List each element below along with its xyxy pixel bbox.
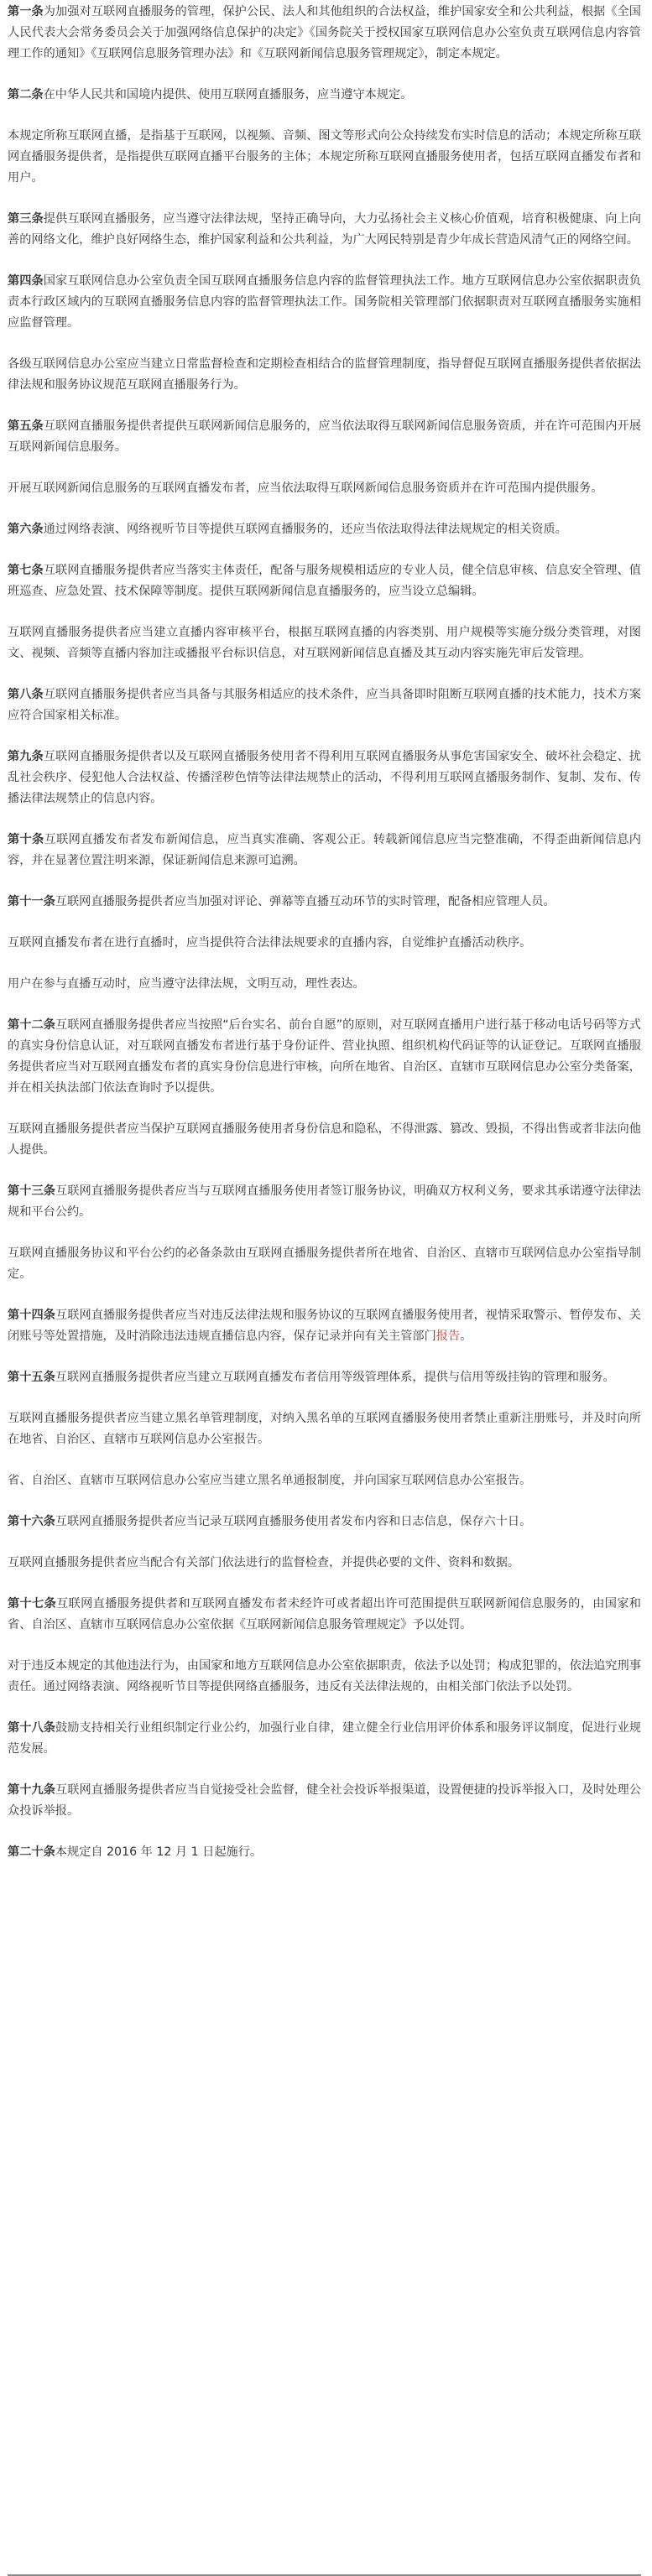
- article-number: 第六条: [8, 523, 44, 536]
- article-paragraph: [8, 1181, 641, 1223]
- article-paragraph: [8, 2, 641, 65]
- paragraph-text: 互联网直播服务提供者应当建立互联网直播发布者信用等级管理体系，提供与信用等级挂钩的管理和服务。: [55, 1371, 615, 1384]
- paragraph-text: 互联网直播服务提供者应当具备与其服务相适应的技术条件，应当具备即时阻断互联网直播的技术能力，技术方案应符合国家相关标准。: [8, 688, 641, 722]
- article-paragraph: [8, 892, 641, 913]
- body-paragraph: [8, 1408, 641, 1450]
- article-number: 第十三条: [8, 1184, 55, 1198]
- paragraph-text: 互联网直播服务提供者应当保护互联网直播服务使用者身份信息和隐私，不得泄露、篡改、毁损，不得出售或者非法向他人提供。: [8, 1122, 641, 1157]
- paragraph-text: 通过网络表演、网络视听节目等提供互联网直播服务的，还应当依法取得法律法规规定的相关资质。: [43, 523, 567, 536]
- article-number: 第十五条: [8, 1371, 55, 1384]
- paragraph-text: 互联网直播服务提供者以及互联网直播服务使用者不得利用互联网直播服务从事危害国家安全、破坏社会稳定、扰乱社会秩序、侵犯他人合法权益、传播淫秽色情等法律法规禁止的活动，不得利用互联网直播服务制作、复制、发布、传播法律法规禁止的信息内容。: [8, 750, 641, 805]
- article-paragraph: [8, 1512, 641, 1533]
- article-number: 第二条: [8, 88, 44, 101]
- paragraph-text: 国家互联网信息办公室负责全国互联网直播服务信息内容的监督管理执法工作。地方互联网信息办公室依据职责负责本行政区域内的互联网直播服务信息内容的监督管理执法工作。国务院相关管理部门依据职责对互联网直播服务实施相应监督管理。: [8, 274, 641, 330]
- article-number: 第三条: [8, 212, 44, 226]
- paragraph-text: 互联网直播服务提供者应当建立黑名单管理制度，对纳入黑名单的互联网直播服务使用者禁止重新注册账号，并及时向所在地省、自治区、直辖市互联网信息办公室报告。: [8, 1412, 641, 1446]
- paragraph-text: 各级互联网信息办公室应当建立日常监督检查和定期检查相结合的监督管理制度，指导督促互联网直播服务提供者依据法律法规和服务协议规范互联网直播服务行为。: [8, 357, 641, 392]
- article-paragraph: [8, 416, 641, 458]
- paragraph-text: 互联网直播服务提供者应当对违反法律法规和服务协议的互联网直播服务使用者，视情采取警示、暂停发布、关闭账号等处置措施，及时消除违法违规直播信息内容，保存记录并向有关主管部门: [8, 1309, 641, 1343]
- paragraph-text: 互联网直播服务提供者应当按照“后台实名、前台自愿”的原则，对互联网直播用户进行基于移动电话号码等方式的真实身份信息认证，对互联网直播发布者进行基于身份证件、营业执照、组织机构代码证等的认证登记。互联网直播服务提供者应当对互联网直播发布者的真实身份信息进行审核，向所在地省、自治区、直辖市互联网信息办公室分类备案，并在相关执法部门依法查询时予以提供。: [8, 1018, 641, 1095]
- article-number: 第十条: [8, 833, 44, 846]
- article-number: 第十六条: [8, 1515, 55, 1528]
- paragraph-text: 互联网直播服务提供者应当记录互联网直播服务使用者发布内容和日志信息，保存六十日。: [55, 1515, 532, 1528]
- paragraph-tail: 。: [460, 1330, 472, 1343]
- report-link[interactable]: 报告: [436, 1330, 461, 1343]
- article-number: 第十九条: [8, 1783, 55, 1797]
- article-number: 第十七条: [8, 1597, 57, 1611]
- paragraph-text: 互联网直播服务提供者应当落实主体责任，配备与服务规模相适应的专业人员，健全信息审核、信息安全管理、值班巡查、应急处置、技术保障等制度。提供互联网新闻信息直播服务的，应当设立总编辑。: [8, 564, 641, 598]
- body-paragraph: [8, 622, 641, 664]
- article-number: 第二十条: [8, 1845, 55, 1859]
- paragraph-text: 用户在参与直播互动时，应当遵守法律法规，文明互动，理性表达。: [8, 977, 365, 991]
- article-number: 第十八条: [8, 1721, 55, 1735]
- article-number: 第十二条: [8, 1018, 55, 1032]
- regulation-document: [8, 2, 641, 1863]
- body-paragraph: [8, 1119, 641, 1161]
- article-paragraph: [8, 1842, 641, 1863]
- body-paragraph: [8, 126, 641, 189]
- article-paragraph: [8, 519, 641, 540]
- paragraph-text: 互联网直播服务提供者和互联网直播发布者未经许可或者超出许可范围提供互联网新闻信息服务的，由国家和省、自治区、直辖市互联网信息办公室依据《互联网新闻信息服务管理规定》予以处罚。: [8, 1597, 641, 1631]
- article-paragraph: [8, 1594, 641, 1636]
- body-paragraph: [8, 974, 641, 995]
- article-number: 第八条: [8, 688, 44, 701]
- paragraph-text: 提供互联网直播服务，应当遵守法律法规，坚持正确导向，大力弘扬社会主义核心价值观，培育积极健康、向上向善的网络文化，维护良好网络生态，维护国家利益和公共利益，为广大网民特别是青少年成长营造风清气正的网络空间。: [8, 212, 641, 247]
- paragraph-text: 对于违反本规定的其他违法行为，由国家和地方互联网信息办公室依据职责，依法予以处罚；构成犯罪的，依法追究刑事责任。通过网络表演、网络视听节目等提供网络直播服务，违反有关法律法规的，由相关部门依法予以处罚。: [8, 1659, 641, 1694]
- article-paragraph: [8, 1718, 641, 1760]
- paragraph-text: 互联网直播发布者发布新闻信息，应当真实准确、客观公正。转载新闻信息应当完整准确，不得歪曲新闻信息内容，并在显著位置注明来源，保证新闻信息来源可追溯。: [8, 833, 641, 867]
- article-paragraph: [8, 684, 641, 726]
- paragraph-text: 鼓励支持相关行业组织制定行业公约，加强行业自律，建立健全行业信用评价体系和服务评议制度，促进行业规范发展。: [8, 1721, 641, 1756]
- paragraph-text: 互联网直播服务提供者应当自觉接受社会监督，健全社会投诉举报渠道，设置便捷的投诉举报入口，及时处理公众投诉举报。: [8, 1783, 641, 1818]
- body-paragraph: [8, 1243, 641, 1285]
- paragraph-text: 本规定所称互联网直播，是指基于互联网，以视频、音频、图文等形式向公众持续发布实时信息的活动；本规定所称互联网直播服务提供者，是指提供互联网直播平台服务的主体；本规定所称互联网直播服务使用者，包括互联网直播发布者和用户。: [8, 129, 641, 185]
- paragraph-text: 互联网直播服务提供者应当建立直播内容审核平台，根据互联网直播的内容类别、用户规模等实施分级分类管理，对图文、视频、音频等直播内容加注或播报平台标识信息，对互联网新闻信息直播及其互动内容实施先审后发管理。: [8, 626, 641, 660]
- paragraph-text: 互联网直播服务协议和平台公约的必备条款由互联网直播服务提供者所在地省、自治区、直辖市互联网信息办公室指导制定。: [8, 1246, 641, 1281]
- body-paragraph: [8, 354, 641, 396]
- body-paragraph: [8, 933, 641, 954]
- paragraph-text: 互联网直播发布者在进行直播时，应当提供符合法律法规要求的直播内容，自觉维护直播活动秩序。: [8, 936, 532, 950]
- paragraph-text: 开展互联网新闻信息服务的互联网直播发布者，应当依法取得互联网新闻信息服务资质并在许可范围内提供服务。: [8, 481, 603, 495]
- body-paragraph: [8, 1656, 641, 1698]
- article-number: 第五条: [8, 419, 44, 433]
- paragraph-text: 互联网直播服务提供者应当加强对评论、弹幕等直播互动环节的实时管理，配备相应管理人员。: [55, 895, 556, 908]
- article-paragraph: [8, 560, 641, 602]
- paragraph-text: 互联网直播服务提供者应当与互联网直播服务使用者签订服务协议，明确双方权利义务，要求其承诺遵守法律法规和平台公约。: [8, 1184, 641, 1219]
- article-paragraph: [8, 271, 641, 334]
- paragraph-text: 省、自治区、直辖市互联网信息办公室应当建立黑名单通报制度，并向国家互联网信息办公室报告。: [8, 1474, 532, 1487]
- body-paragraph: [8, 1470, 641, 1491]
- article-paragraph: [8, 1305, 641, 1347]
- article-number: 第四条: [8, 274, 44, 288]
- paragraph-text: 为加强对互联网直播服务的管理，保护公民、法人和其他组织的合法权益，维护国家安全和公共利益，根据《全国人民代表大会常务委员会关于加强网络信息保护的决定》《国务院关于授权国家互联网信息办公室负责互联网信息内容管理工作的通知》《互联网信息服务管理办法》和《互联网新闻信息服务管理规定》，制定本规定。: [8, 5, 641, 60]
- paragraph-text: 互联网直播服务提供者应当配合有关部门依法进行的监督检查，并提供必要的文件、资料和数据。: [8, 1556, 520, 1569]
- paragraph-text: 本规定自 2016 年 12 月 1 日起施行。: [55, 1845, 263, 1859]
- paragraph-text: 在中华人民共和国境内提供、使用互联网直播服务，应当遵守本规定。: [43, 88, 413, 101]
- article-paragraph: [8, 1367, 641, 1388]
- body-paragraph: [8, 478, 641, 499]
- article-number: 第十四条: [8, 1309, 55, 1322]
- article-paragraph: [8, 85, 641, 106]
- article-number: 第九条: [8, 750, 44, 763]
- article-paragraph: [8, 209, 641, 251]
- article-paragraph: [8, 1780, 641, 1822]
- article-number: 第七条: [8, 564, 44, 577]
- article-paragraph: [8, 1015, 641, 1099]
- article-paragraph: [8, 830, 641, 872]
- body-paragraph: [8, 1553, 641, 1574]
- article-number: 第十一条: [8, 895, 55, 908]
- article-paragraph: [8, 747, 641, 809]
- paragraph-text: 互联网直播服务提供者提供互联网新闻信息服务的，应当依法取得互联网新闻信息服务资质，并在许可范围内开展互联网新闻信息服务。: [8, 419, 641, 454]
- article-number: 第一条: [8, 5, 44, 18]
